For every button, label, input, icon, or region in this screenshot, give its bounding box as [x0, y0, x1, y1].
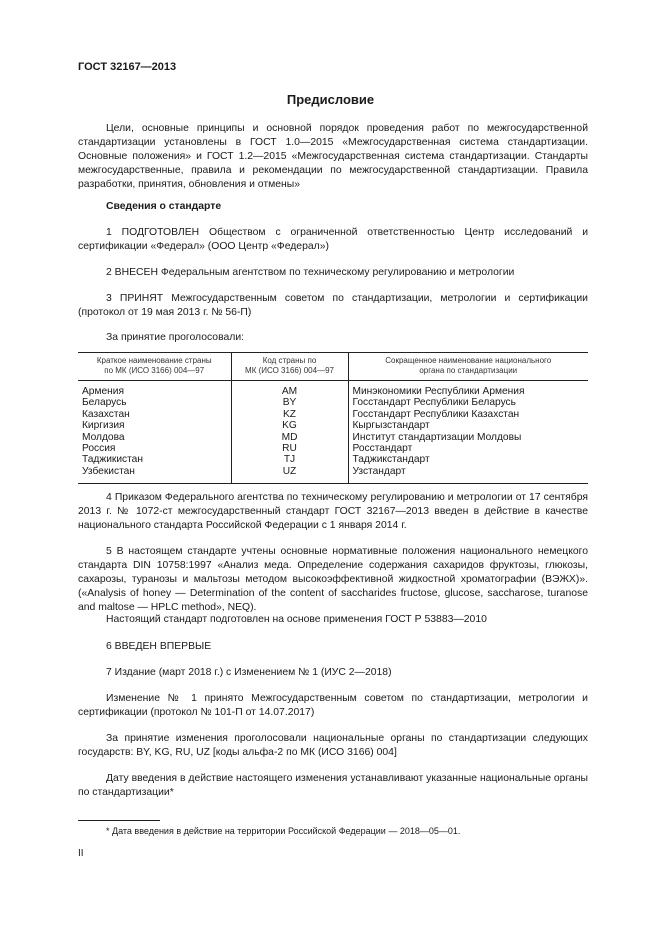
body-cell: Институт стандартизации Молдовы [348, 432, 588, 443]
code-cell: BY [231, 397, 348, 408]
table-row [78, 443, 588, 454]
item-5-text: 5 В настоящем стандарте учтены основные нормативные положения национального немецкого стандарта DIN 10758:1997 «Анализ меда. Определение содержания сахаридов фруктозы, глюкозы, сахарозы, туранозы и мальтозы методом высокоэффективной жидкостной хроматографии (ВЭЖХ)». («Analysis of honey — Determination of the content of saccharides fructose, glucose, saccharose, turanose and maltose — HPLC method», NEQ). [78, 546, 588, 613]
page-title: Предисловие [286, 92, 375, 107]
intro-paragraph [78, 122, 588, 192]
document-code: ГОСТ 32167—2013 [78, 61, 177, 73]
code-cell: MD [231, 432, 348, 443]
item-5-note-paragraph [78, 613, 588, 627]
info-heading: Сведения о стандарте [106, 201, 222, 212]
footnote: * Дата введения в действие на территории Российской Федерации — 2018—05—01. [106, 826, 461, 836]
body-cell: Таджикстандарт [348, 454, 588, 465]
country-cell: Молдова [82, 431, 125, 443]
table-row [78, 397, 588, 408]
header-body: Сокращенное наименование национального органа по стандартизации [348, 353, 588, 381]
table-row [78, 409, 588, 420]
amendment-votes-paragraph [78, 732, 588, 760]
item-3-paragraph [78, 292, 588, 320]
footnote-divider [78, 820, 160, 821]
table-row [78, 432, 588, 443]
table-row [78, 454, 588, 465]
voting-countries-table [78, 352, 588, 484]
item-2-paragraph [78, 266, 588, 280]
body-cell: Кыргызстандарт [348, 420, 588, 431]
amendment-date-text: Дату введения в действие настоящего изменения устанавливают указанные национальные органы по стандартизации* [78, 773, 588, 798]
table-header-row [78, 353, 588, 381]
code-cell: RU [231, 443, 348, 454]
amendment-date-paragraph [78, 772, 588, 800]
item-5-paragraph [78, 545, 588, 615]
country-cell: Беларусь [82, 397, 127, 409]
intro-text: Цели, основные принципы и основной порядок проведения работ по межгосударственной стандартизации установлены в ГОСТ 1.0—2015 «Межгосударственная система стандартизации. Основные положения» и ГОСТ 1.2—2015 «Межгосударственная система стандартизации. Стандарты межгосударственные, правила и рекомендации по межгосударственной стандартизации. Правила разработки, принятия, обновления и отмены» [78, 123, 588, 190]
country-cell: Таджикистан [82, 454, 143, 466]
country-cell: Киргизия [82, 420, 125, 432]
country-cell: Армения [82, 386, 124, 397]
table-row [78, 381, 588, 398]
item-1-paragraph [78, 226, 588, 254]
page-number: II [78, 848, 84, 859]
body-cell: Госстандарт Республики Беларусь [348, 397, 588, 408]
header-country: Краткое наименование страны по МК (ИСО 3166) 004—97 [78, 353, 231, 381]
item-3-text: 3 ПРИНЯТ Межгосударственным советом по стандартизации, метрологии и сертификации (протокол от 19 мая 2013 г. № 56-П) [78, 293, 588, 318]
item-6-paragraph [78, 640, 588, 654]
country-cell: Узбекистан [78, 466, 231, 484]
country-cell: Россия [82, 443, 116, 455]
item-2-text: 2 ВНЕСЕН Федеральным агентством по техническому регулированию и метрологии [106, 267, 515, 278]
item-6-text: 6 ВВЕДЕН ВПЕРВЫЕ [106, 641, 212, 652]
code-cell: TJ [231, 454, 348, 465]
code-cell: KG [231, 420, 348, 431]
item-7-text: 7 Издание (март 2018 г.) с Изменением № 1 (ИУС 2—2018) [106, 667, 392, 678]
country-cell: Казахстан [82, 408, 130, 420]
item-1-text: 1 ПОДГОТОВЛЕН Обществом с ограниченной ответственностью Центр исследований и сертификации «Федерал» (ООО Центр «Федерал») [78, 227, 588, 252]
item-7-paragraph [78, 666, 588, 680]
amendment-adoption-text: Изменение № 1 принято Межгосударственным советом по стандартизации, метрологии и сертификации (протокол № 101-П от 14.07.2017) [78, 693, 588, 718]
item-5-note-text: Настоящий стандарт подготовлен на основе применения ГОСТ Р 53883—2010 [106, 614, 487, 625]
body-cell: Госстандарт Республики Казахстан [348, 409, 588, 420]
item-4-text: 4 Приказом Федерального агентства по техническому регулированию и метрологии от 17 сентября 2013 г. № 1072-ст межгосударственный стандарт ГОСТ 32167—2013 введен в действие в качестве национального стандарта Российской Федерации с 1 января 2014 г. [78, 492, 588, 531]
code-cell: AM [231, 381, 348, 398]
amendment-votes-text: За принятие изменения проголосовали национальные органы по стандартизации следующих государств: BY, KG, RU, UZ [коды альфа-2 по МК (ИСО 3166) 004] [78, 733, 588, 758]
body-cell: Минэкономики Республики Армения [348, 381, 588, 398]
table-row [78, 420, 588, 431]
vote-intro: За принятие проголосовали: [106, 332, 245, 343]
table-row [78, 466, 588, 484]
amendment-adoption-paragraph [78, 692, 588, 720]
body-cell: Росстандарт [348, 443, 588, 454]
body-cell: Узстандарт [348, 466, 588, 484]
item-4-paragraph [78, 491, 588, 533]
code-cell: KZ [231, 409, 348, 420]
code-cell: UZ [231, 466, 348, 484]
header-code: Код страны по МК (ИСО 3166) 004—97 [231, 353, 348, 381]
